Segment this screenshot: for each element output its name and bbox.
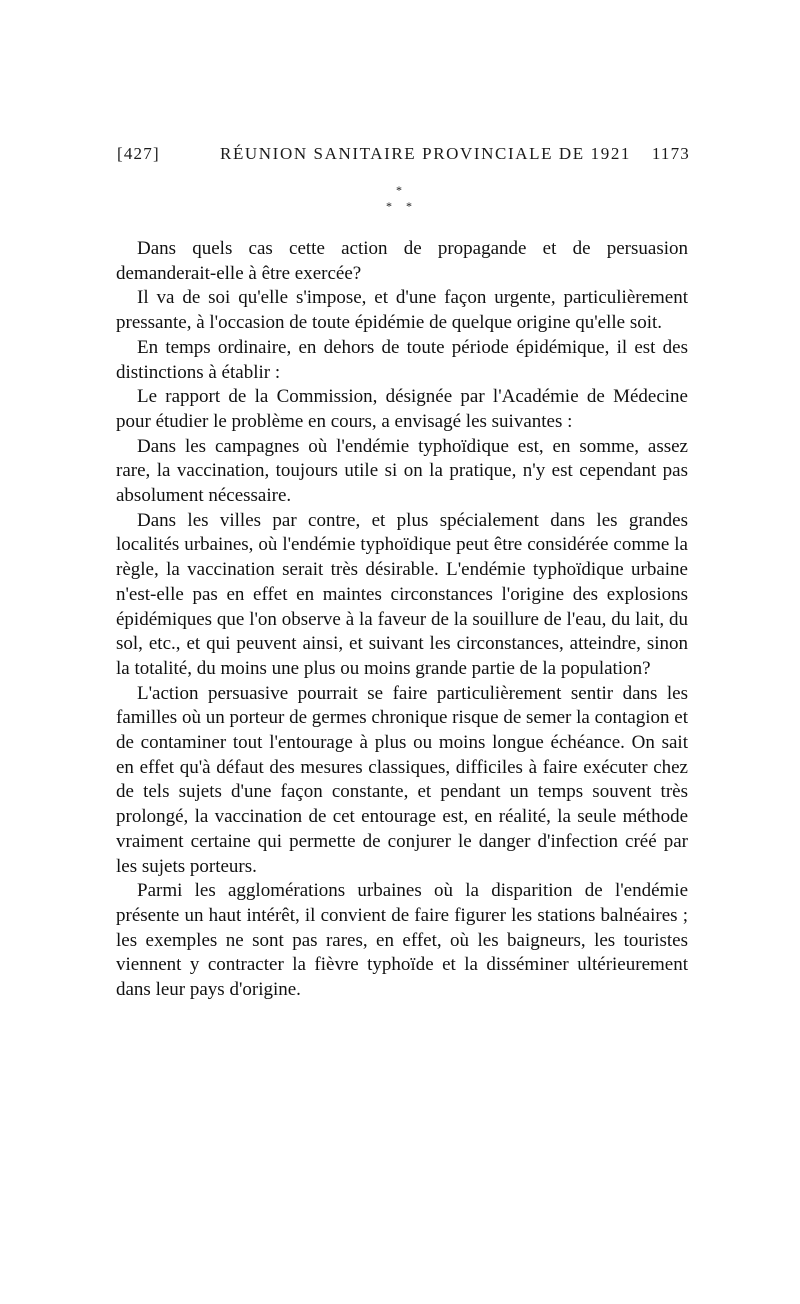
paragraph: Parmi les agglomérations urbaines où la disparition de l'endémie présente un haut intérêt, il convient de faire figurer les stations balnéaires ; les exemples ne sont pas rares, en effet, où les baigneurs, les touristes viennent y contracter la fièvre typhoïde et la disséminer ultérieurement dans leur pays d'origine. [116,880,688,1001]
page-reference: [427] [117,144,160,163]
paragraph: Le rapport de la Commission, désignée par l'Académie de Médecine pour étudier le problème en cours, a envisagé les suivantes : [116,386,688,432]
paragraph: Dans quels cas cette action de propagande et de persuasion demanderait-elle à être exercée? [116,238,688,284]
asterism-divider [380,184,424,216]
page-number: 1173 [651,144,690,163]
paragraph: Dans les villes par contre, et plus spécialement dans les grandes localités urbaines, où l'endémie typhoïdique peut être considérée comme la règle, la vaccination serait très désirable. L'endémie typhoïdique urbaine n'est-elle pas en effet en maintes circonstances l'origine des explosions épidémiques que l'on observe à la faveur de la souillure de l'eau, du lait, du sol, etc., et qui peuvent ainsi, et suivant les circonstances, atteindre, sinon la totalité, du moins une plus ou moins grande partie de la population? [116,509,688,679]
running-title: RÉUNION SANITAIRE PROVINCIALE DE 1921 [220,144,632,163]
asterism-star: * [396,183,402,197]
asterism-star: * [406,199,412,213]
paragraph: Dans les campagnes où l'endémie typhoïdique est, en somme, assez rare, la vaccination, toujours utile si on la pratique, n'y est cependant pas absolument nécessaire. [116,435,688,507]
paragraph: En temps ordinaire, en dehors de toute période épidémique, il est des distinctions à établir : [116,336,688,383]
asterism-star: * [386,199,392,213]
paragraph: L'action persuasive pourrait se faire particulièrement sentir dans les familles où un porteur de germes chronique risque de semer la contagion et de contaminer tout l'entourage à plus ou moins longue échéance. On sait en effet qu'à défaut des mesures classiques, difficiles à faire exécuter chez de tels sujets d'une façon constante, et pendant un temps souvent très prolongé, la vaccination de cet entourage est, en réalité, la seule méthode vraiment certaine qui permette de conjurer le danger d'infection créé par les sujets porteurs. [116,682,688,877]
paragraph: Il va de soi qu'elle s'impose, et d'une façon urgente, particulièrement pressante, à l'occasion de toute épidémie de quelque origine qu'elle soit. [116,287,688,334]
page-header [117,144,690,168]
body-text [116,237,688,1003]
